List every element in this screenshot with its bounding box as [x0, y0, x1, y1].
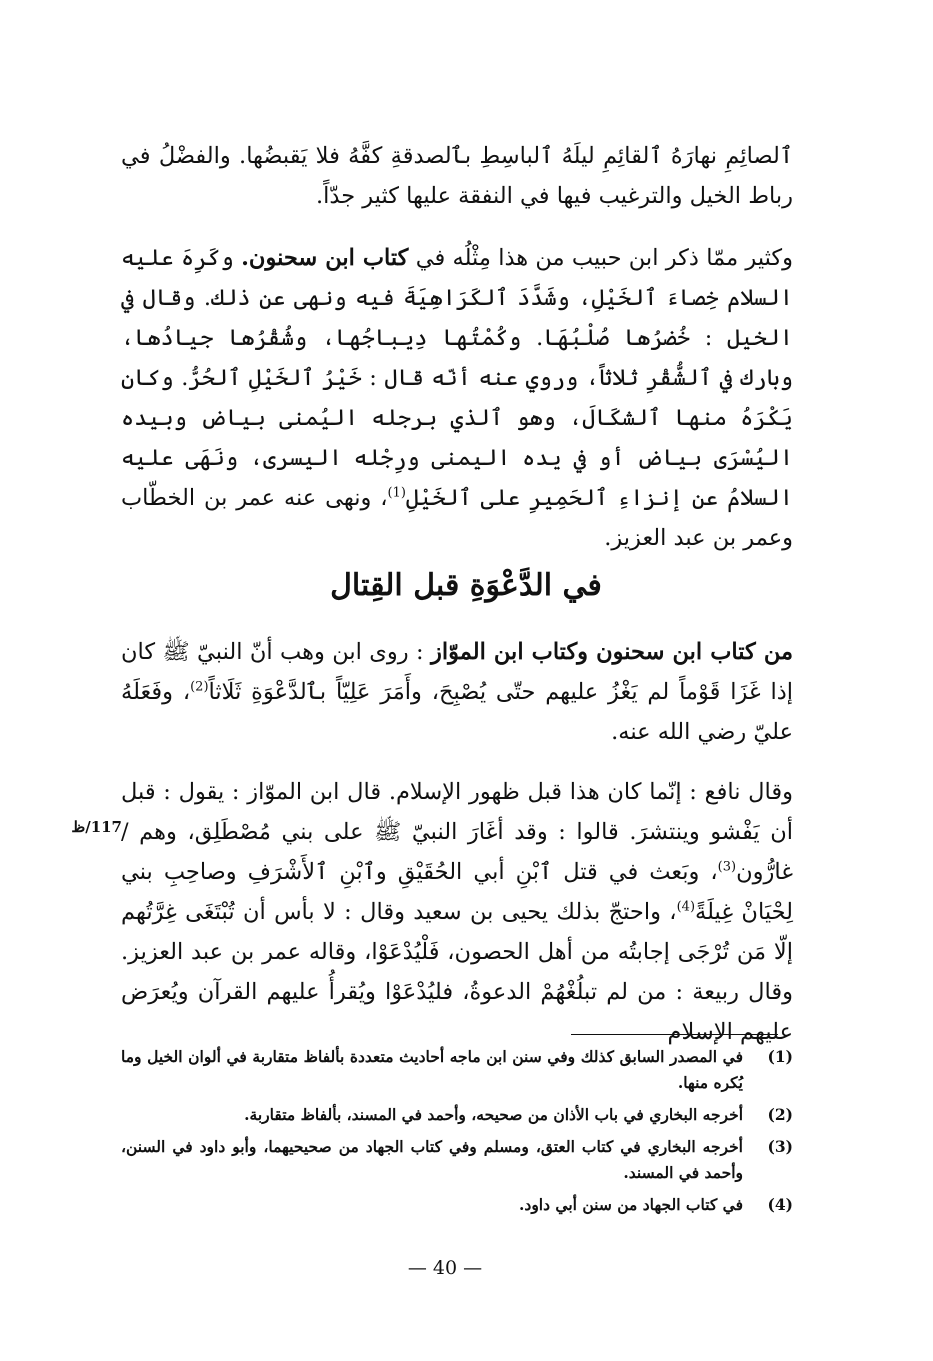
- paragraph-2: [121, 238, 793, 558]
- footnote-item: [121, 1192, 793, 1218]
- paragraph-3-text-a: : روى ابن وهب أنّ النبيّ ﷺ كان إذا غَزَا قَوْماً لم يَغْزُ عليهم حتّى يُصْبِحَ، وأَمَرَ عَلِيّاً بٱلدَّعْوَةِ ثَلَاثاً: [121, 639, 793, 705]
- paragraph-2-text-c: ، ونهى عنه عمر بن الخطّاب وعمر بن عبد العزيز.: [121, 485, 793, 551]
- section-heading: في الدَّعْوَةِ قبل القِتال: [330, 568, 602, 603]
- paragraph-2-text-b: وكَرِهَ عليه السلام خِصاءَ ٱلخَيْلِ، وشَدَّدَ ٱلكَرَاهِيَةَ فيه ونهى عن ذلك. وقال في الخيل : خُضرُها صُلْبُهَا. وكُمْتُها دِيباجُها، وشُقْرُها جيادُها، وبارك في ٱلشُّقْرِ ثلاثاً، وروي عنه أنّه قال : خَيْرُ ٱلخَيْلِ ٱلحُرُّ. وكان يَكْرَهُ منها ٱلشكَالَ، وهو ٱلذي برجله اليُمنى بياض وبيده اليُسْرَى بياض أو في يده اليمنى ورِجْله اليسرى، ونَهَى عليه السلامُ عن إنزاءِ ٱلحَمِيرِ على ٱلخَيْلِ: [121, 245, 793, 511]
- footnote-ref-3: (3): [717, 859, 737, 875]
- footnotes-list: [121, 1044, 793, 1224]
- footnote-text: في كتاب الجهاد من سنن أبي داود.: [519, 1195, 743, 1214]
- paragraph-4-text-a: وقال نافع : إنّما كان هذا قبل ظهور الإسلام. قال ابن الموّاز : يقول : قبل أن يَفْشو وينتشرَ. قالوا : وقد أغَارَ النبيّ ﷺ على بني مُصْطَلِق، وهم / غارُّون: [121, 779, 793, 885]
- paragraph-1-text: ٱلصائِمِ نهارَهُ ٱلقائِمِ ليلَهُ ٱلباسِطِ بٱلصدقةِ كفَّهُ فلا يَقبضُها. والفضْلُ في رباط الخيل والترغيب فيها في النفقة عليها كثير جدّاً.: [121, 143, 793, 209]
- footnote-number: (3): [767, 1137, 793, 1156]
- paragraph-4-text-b: ، وبَعث في قتل ٱبْنِ أبي الحُقَيْقِ وٱبْنِ ٱلأَشْرَفِ وصاحِبِ بني لِحْيَانْ غِيلَةً: [121, 859, 793, 925]
- paragraph-4-text-c: ، واحتجّ بذلك يحيى بن سعيد وقال : لا بأس أن تُبْتَغَى غِرَّتُهم إلّا مَن تُرْجَى إجابتُه من أهل الحصون، فَلْيُدْعَوْا، وقاله عمر بن عبد العزيز. وقال ربيعة : من لم تبلُغْهُمْ الدعوةُ، فليُدْعَوْا ويُقرأُ عليهم القرآن ويُعرَض عليهم الإسلام: [121, 899, 793, 1045]
- footnote-separator: [571, 1034, 778, 1035]
- footnote-item: [121, 1102, 793, 1128]
- paragraph-2-source: كتاب ابن سحنون.: [241, 245, 409, 271]
- footnote-text: أخرجه البخاري في كتاب العتق، ومسلم وفي كتاب الجهاد من صحيحيهما، وأبو داود في السنن، وأحمد في المسند.: [121, 1137, 743, 1182]
- footnote-item: [121, 1134, 793, 1186]
- footnote-text: أخرجه البخاري في باب الأذان من صحيحه، وأحمد في المسند، بألفاظ متقاربة.: [244, 1105, 743, 1124]
- paragraph-3-source: من كتاب ابن سحنون وكتاب ابن الموّاز: [431, 639, 793, 665]
- footnote-item: [121, 1044, 793, 1096]
- footnote-number: (1): [767, 1047, 793, 1066]
- manuscript-folio-note: 117/ظ: [71, 818, 122, 836]
- footnote-number: (4): [767, 1195, 793, 1214]
- footnote-ref-1: (1): [387, 485, 406, 501]
- paragraph-2-text-a: وكثير ممّا ذكر ابن حبيب من هذا مِثْلُه في: [408, 245, 793, 271]
- paragraph-1: [121, 136, 793, 216]
- paragraph-3-text-b: ، وفَعَلَهُ عليّ رضي الله عنه.: [121, 679, 793, 745]
- footnote-number: (2): [767, 1105, 793, 1124]
- footnote-ref-2: (2): [190, 679, 209, 695]
- paragraph-4: [121, 772, 793, 1052]
- paragraph-3: [121, 632, 793, 752]
- footnote-text: في المصدر السابق كذلك وفي سنن ابن ماجه أحاديث متعددة بألفاظ متقاربة في ألوان الخيل وما يُكره منها.: [121, 1047, 743, 1092]
- page-number: — 40 —: [407, 1257, 483, 1279]
- footnote-ref-4: (4): [676, 899, 696, 915]
